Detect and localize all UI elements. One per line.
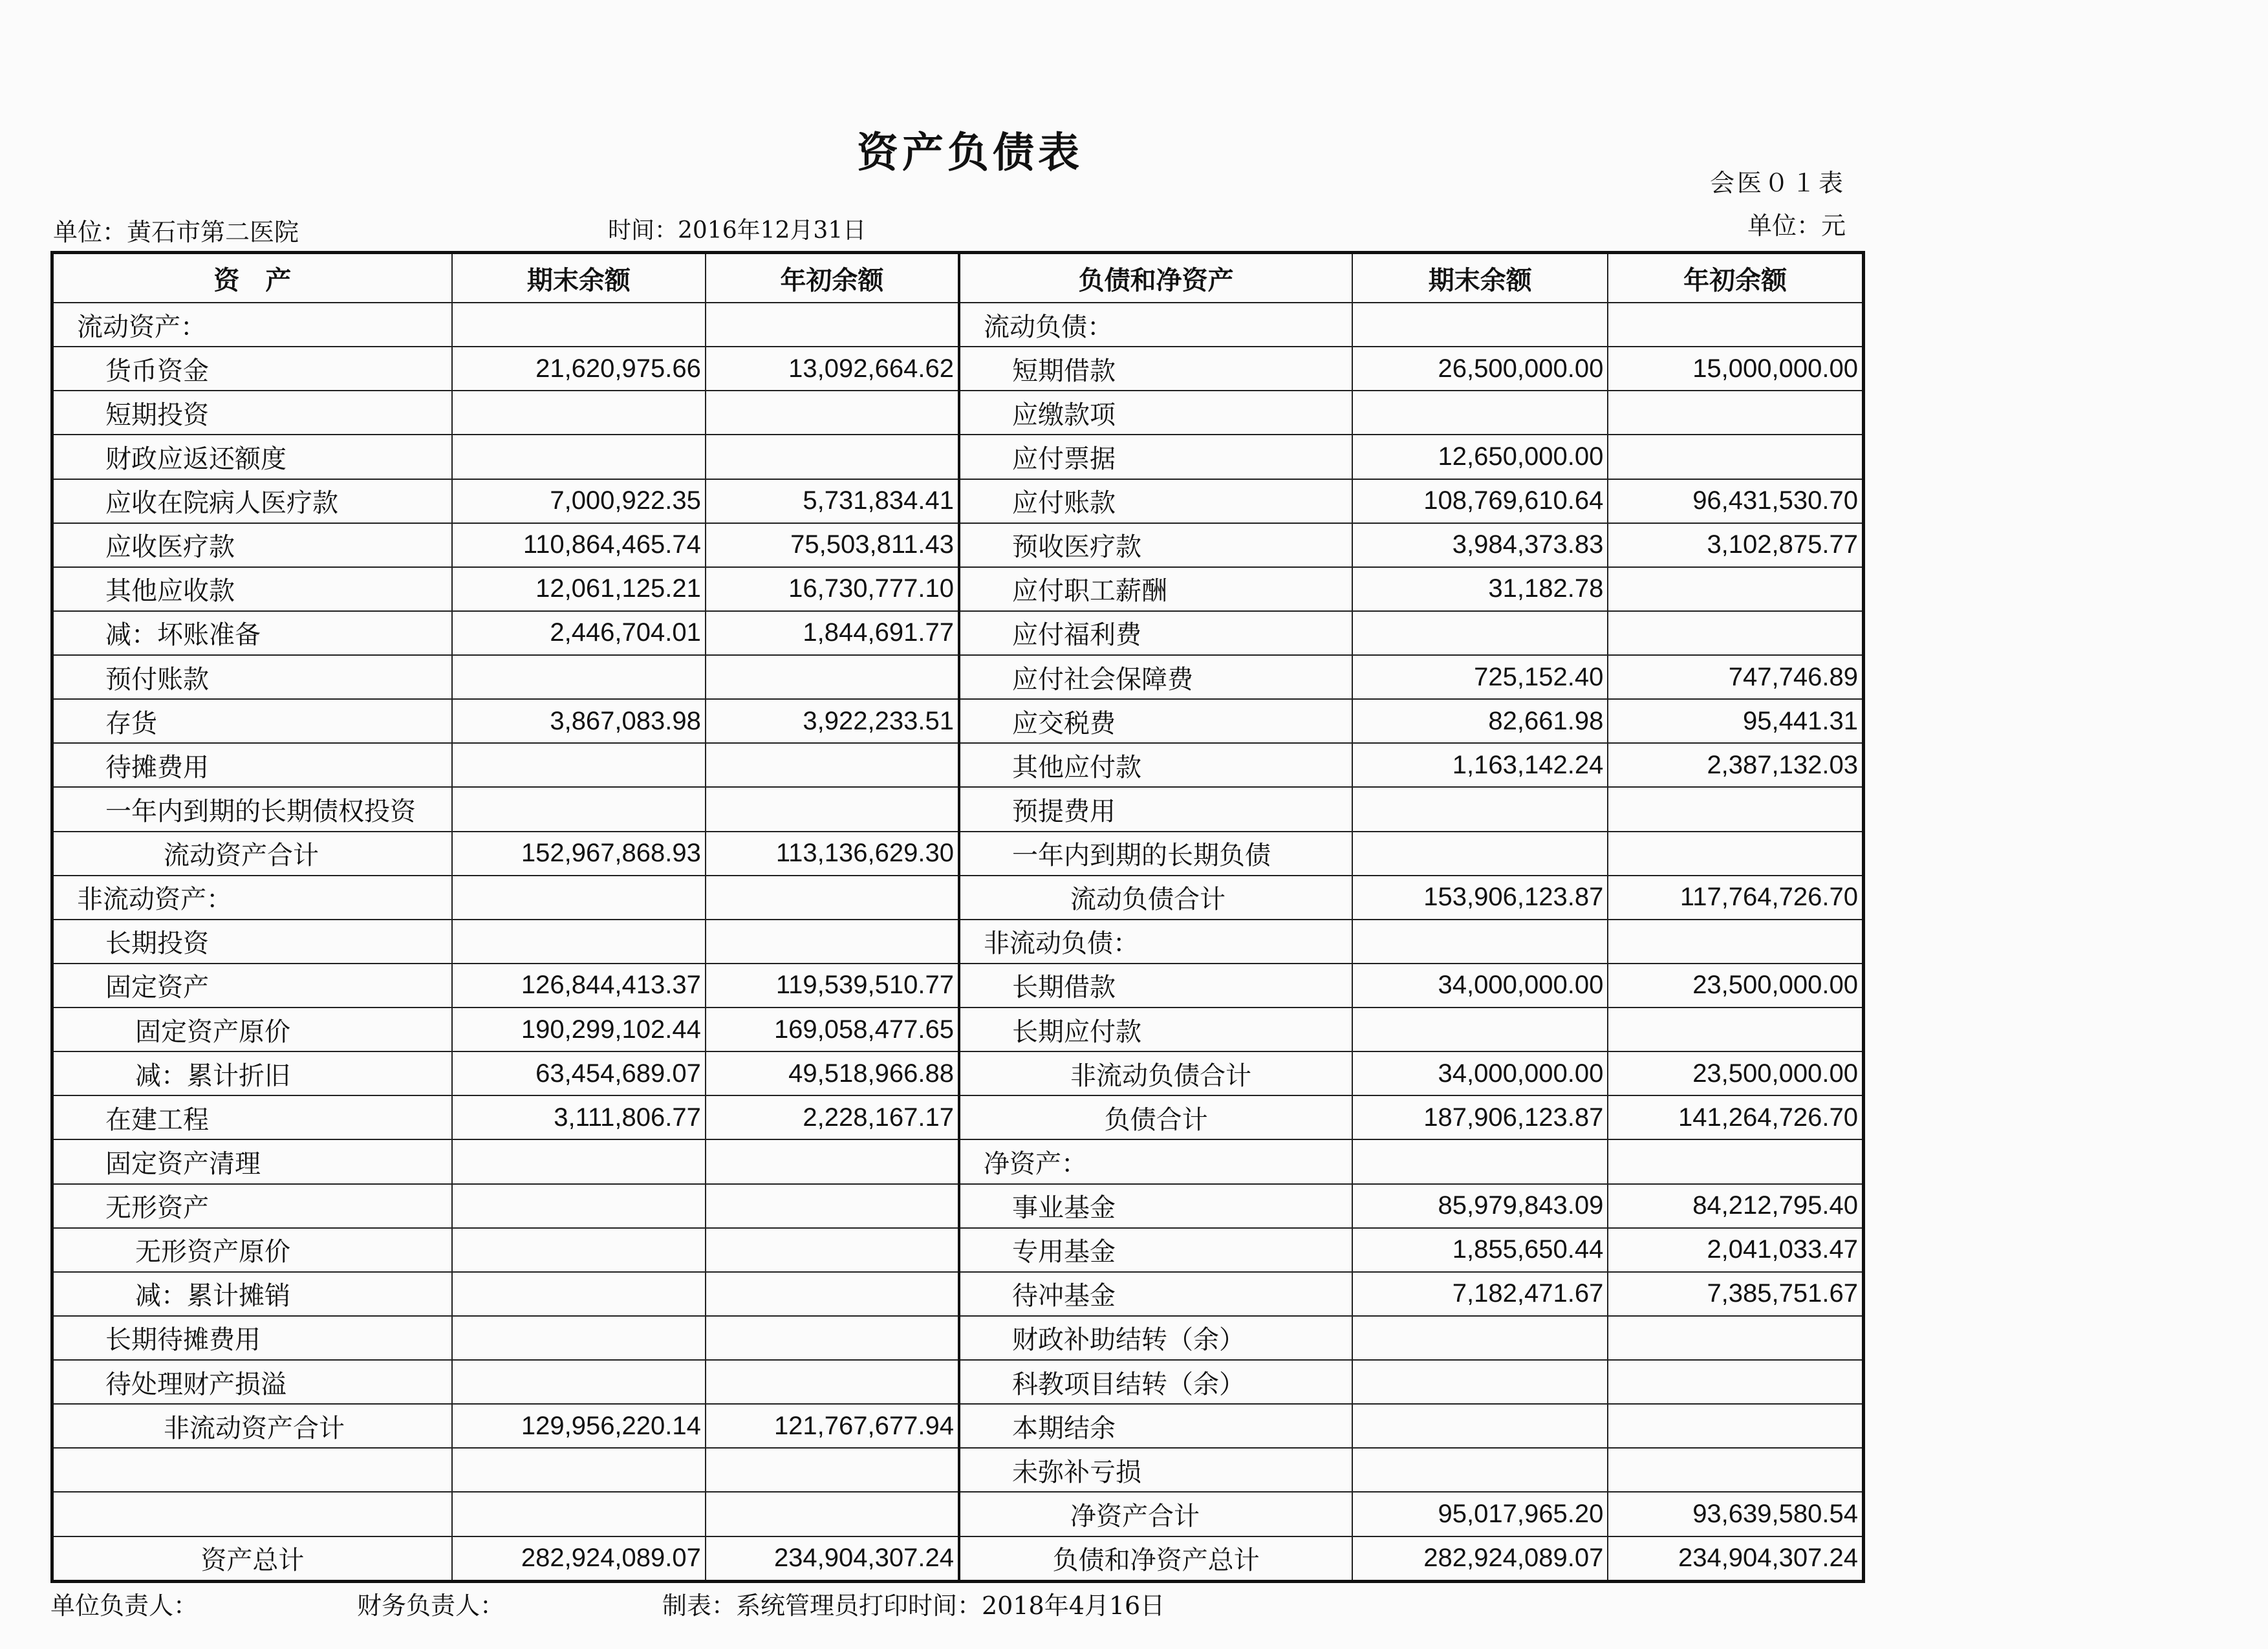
asset-label: 流动资产合计	[52, 832, 452, 876]
liability-begin-balance: 96,431,530.70	[1608, 479, 1863, 523]
report-date: 时间：2016年12月31日	[608, 217, 867, 244]
liability-end-balance	[1352, 1139, 1608, 1183]
asset-label: 固定资产	[52, 964, 452, 1008]
liability-label: 净资产：	[959, 1139, 1352, 1183]
liability-begin-balance: 15,000,000.00	[1608, 347, 1863, 391]
liability-begin-balance: 2,041,033.47	[1608, 1228, 1863, 1272]
liability-label: 负债和净资产总计	[959, 1536, 1352, 1582]
asset-label	[52, 1448, 452, 1492]
table-row	[52, 1184, 1864, 1228]
asset-begin-balance: 1,844,691.77	[706, 611, 959, 655]
liability-label: 一年内到期的长期负债	[959, 832, 1352, 876]
liability-begin-balance	[1608, 1008, 1863, 1051]
asset-begin-balance	[706, 303, 959, 347]
currency-unit: 单位：元	[1747, 211, 1846, 240]
liability-begin-balance	[1608, 1316, 1863, 1360]
asset-end-balance	[452, 655, 706, 699]
liability-begin-balance: 117,764,726.70	[1608, 876, 1863, 920]
asset-end-balance: 282,924,089.07	[452, 1536, 706, 1582]
asset-label: 固定资产原价	[52, 1008, 452, 1051]
liability-begin-balance: 2,387,132.03	[1608, 743, 1863, 787]
liability-label: 应缴款项	[959, 391, 1352, 435]
table-row	[52, 655, 1864, 699]
asset-label: 待处理财产损溢	[52, 1360, 452, 1404]
table-row	[52, 391, 1864, 435]
table-row	[52, 1272, 1864, 1316]
liability-begin-balance	[1608, 1139, 1863, 1183]
asset-begin-balance: 121,767,677.94	[706, 1404, 959, 1448]
asset-end-balance: 7,000,922.35	[452, 479, 706, 523]
asset-label	[52, 1492, 452, 1536]
liability-label: 预提费用	[959, 787, 1352, 831]
liability-begin-balance: 7,385,751.67	[1608, 1272, 1863, 1316]
liability-end-balance: 82,661.98	[1352, 699, 1608, 743]
asset-end-balance: 63,454,689.07	[452, 1051, 706, 1095]
asset-begin-balance: 5,731,834.41	[706, 479, 959, 523]
asset-begin-balance	[706, 1228, 959, 1272]
table-row	[52, 964, 1864, 1008]
document-title: 资产负债表	[857, 129, 1083, 177]
liability-label: 应交税费	[959, 699, 1352, 743]
liability-end-balance	[1352, 1448, 1608, 1492]
liability-end-balance: 12,650,000.00	[1352, 435, 1608, 479]
asset-begin-balance: 119,539,510.77	[706, 964, 959, 1008]
asset-label: 其他应收款	[52, 567, 452, 611]
asset-end-balance: 129,956,220.14	[452, 1404, 706, 1448]
liability-label: 未弥补亏损	[959, 1448, 1352, 1492]
liability-end-balance: 34,000,000.00	[1352, 964, 1608, 1008]
asset-begin-balance	[706, 1448, 959, 1492]
liability-begin-balance	[1608, 611, 1863, 655]
asset-label: 固定资产清理	[52, 1139, 452, 1183]
liability-label: 预收医疗款	[959, 523, 1352, 567]
liability-end-balance: 26,500,000.00	[1352, 347, 1608, 391]
liability-end-balance	[1352, 303, 1608, 347]
header-assets: 资 产	[52, 253, 452, 303]
asset-label: 非流动资产合计	[52, 1404, 452, 1448]
liability-label: 事业基金	[959, 1184, 1352, 1228]
liability-end-balance: 1,163,142.24	[1352, 743, 1608, 787]
liability-end-balance	[1352, 787, 1608, 831]
asset-begin-balance	[706, 876, 959, 920]
asset-end-balance	[452, 435, 706, 479]
liability-end-balance: 153,906,123.87	[1352, 876, 1608, 920]
liability-begin-balance: 93,639,580.54	[1608, 1492, 1863, 1536]
footer-unit-head: 单位负责人：	[50, 1591, 199, 1620]
table-row	[52, 523, 1864, 567]
liability-label: 流动负债合计	[959, 876, 1352, 920]
asset-label: 资产总计	[52, 1536, 452, 1582]
table-row	[52, 479, 1864, 523]
liability-label: 流动负债：	[959, 303, 1352, 347]
liability-label: 长期应付款	[959, 1008, 1352, 1051]
asset-begin-balance	[706, 1139, 959, 1183]
asset-label: 预付账款	[52, 655, 452, 699]
asset-end-balance: 3,867,083.98	[452, 699, 706, 743]
asset-label: 长期投资	[52, 920, 452, 964]
asset-end-balance	[452, 1139, 706, 1183]
asset-end-balance	[452, 1492, 706, 1536]
table-row	[52, 1139, 1864, 1183]
asset-end-balance	[452, 743, 706, 787]
asset-end-balance	[452, 920, 706, 964]
asset-end-balance: 12,061,125.21	[452, 567, 706, 611]
asset-label: 减：坏账准备	[52, 611, 452, 655]
liability-begin-balance: 747,746.89	[1608, 655, 1863, 699]
liability-begin-balance	[1608, 391, 1863, 435]
asset-begin-balance	[706, 743, 959, 787]
table-row	[52, 832, 1864, 876]
liability-end-balance	[1352, 832, 1608, 876]
liability-begin-balance	[1608, 787, 1863, 831]
header-liabilities: 负债和净资产	[959, 253, 1352, 303]
liability-label: 应付账款	[959, 479, 1352, 523]
balance-sheet-table	[50, 251, 1865, 1583]
liability-end-balance: 282,924,089.07	[1352, 1536, 1608, 1582]
liability-end-balance: 3,984,373.83	[1352, 523, 1608, 567]
table-row	[52, 1360, 1864, 1404]
table-row	[52, 1536, 1864, 1582]
liability-begin-balance: 234,904,307.24	[1608, 1536, 1863, 1582]
header-liabilities-begin-balance: 年初余额	[1608, 253, 1863, 303]
asset-end-balance: 126,844,413.37	[452, 964, 706, 1008]
asset-begin-balance	[706, 1360, 959, 1404]
asset-begin-balance	[706, 787, 959, 831]
liability-label: 待冲基金	[959, 1272, 1352, 1316]
asset-end-balance	[452, 1272, 706, 1316]
liability-label: 本期结余	[959, 1404, 1352, 1448]
asset-begin-balance	[706, 1272, 959, 1316]
table-row	[52, 611, 1864, 655]
asset-end-balance: 190,299,102.44	[452, 1008, 706, 1051]
liability-end-balance: 1,855,650.44	[1352, 1228, 1608, 1272]
table-row	[52, 1051, 1864, 1095]
liability-begin-balance	[1608, 1448, 1863, 1492]
asset-label: 财政应返还额度	[52, 435, 452, 479]
asset-label: 减：累计折旧	[52, 1051, 452, 1095]
footer-finance-head: 财务负责人：	[357, 1591, 505, 1620]
liability-end-balance: 34,000,000.00	[1352, 1051, 1608, 1095]
asset-end-balance: 110,864,465.74	[452, 523, 706, 567]
asset-begin-balance	[706, 1316, 959, 1360]
asset-begin-balance: 75,503,811.43	[706, 523, 959, 567]
liability-label: 负债合计	[959, 1095, 1352, 1139]
liability-end-balance: 31,182.78	[1352, 567, 1608, 611]
asset-end-balance	[452, 1448, 706, 1492]
asset-label: 减：累计摊销	[52, 1272, 452, 1316]
table-row	[52, 1492, 1864, 1536]
table-row	[52, 743, 1864, 787]
asset-label: 流动资产：	[52, 303, 452, 347]
asset-label: 长期待摊费用	[52, 1316, 452, 1360]
asset-end-balance	[452, 876, 706, 920]
table-row	[52, 1316, 1864, 1360]
liability-begin-balance	[1608, 1360, 1863, 1404]
liability-label: 非流动负债合计	[959, 1051, 1352, 1095]
asset-begin-balance	[706, 1184, 959, 1228]
table-row	[52, 1095, 1864, 1139]
asset-label: 无形资产原价	[52, 1228, 452, 1272]
table-row	[52, 303, 1864, 347]
reporting-unit: 单位：黄石市第二医院	[53, 218, 299, 246]
liability-label: 短期借款	[959, 347, 1352, 391]
table-row	[52, 920, 1864, 964]
asset-end-balance	[452, 303, 706, 347]
liability-label: 净资产合计	[959, 1492, 1352, 1536]
liability-label: 非流动负债：	[959, 920, 1352, 964]
liability-begin-balance: 23,500,000.00	[1608, 964, 1863, 1008]
asset-end-balance: 3,111,806.77	[452, 1095, 706, 1139]
header-assets-end-balance: 期末余额	[452, 253, 706, 303]
table-row	[52, 1448, 1864, 1492]
table-row	[52, 1404, 1864, 1448]
liability-begin-balance: 3,102,875.77	[1608, 523, 1863, 567]
asset-end-balance	[452, 1360, 706, 1404]
liability-begin-balance	[1608, 832, 1863, 876]
liability-label: 其他应付款	[959, 743, 1352, 787]
asset-end-balance	[452, 1184, 706, 1228]
table-row	[52, 435, 1864, 479]
liability-end-balance: 187,906,123.87	[1352, 1095, 1608, 1139]
table-row	[52, 876, 1864, 920]
liability-end-balance	[1352, 920, 1608, 964]
asset-label: 待摊费用	[52, 743, 452, 787]
asset-begin-balance	[706, 920, 959, 964]
form-code: 会医０１表	[1709, 169, 1846, 197]
asset-begin-balance	[706, 1492, 959, 1536]
asset-label: 存货	[52, 699, 452, 743]
liability-begin-balance	[1608, 920, 1863, 964]
asset-label: 在建工程	[52, 1095, 452, 1139]
header-liabilities-end-balance: 期末余额	[1352, 253, 1608, 303]
asset-begin-balance: 2,228,167.17	[706, 1095, 959, 1139]
asset-end-balance: 2,446,704.01	[452, 611, 706, 655]
asset-end-balance	[452, 1228, 706, 1272]
liability-begin-balance: 95,441.31	[1608, 699, 1863, 743]
header-assets-begin-balance: 年初余额	[706, 253, 959, 303]
table-row	[52, 699, 1864, 743]
liability-begin-balance: 141,264,726.70	[1608, 1095, 1863, 1139]
liability-end-balance	[1352, 391, 1608, 435]
liability-begin-balance: 23,500,000.00	[1608, 1051, 1863, 1095]
liability-begin-balance	[1608, 435, 1863, 479]
asset-label: 短期投资	[52, 391, 452, 435]
liability-begin-balance	[1608, 303, 1863, 347]
asset-end-balance	[452, 391, 706, 435]
asset-begin-balance: 234,904,307.24	[706, 1536, 959, 1582]
asset-begin-balance: 113,136,629.30	[706, 832, 959, 876]
liability-end-balance	[1352, 611, 1608, 655]
footer-preparer-print-time: 制表：系统管理员打印时间：2018年4月16日	[662, 1591, 1165, 1620]
table-row	[52, 1228, 1864, 1272]
liability-begin-balance	[1608, 1404, 1863, 1448]
asset-end-balance: 21,620,975.66	[452, 347, 706, 391]
table-row	[52, 787, 1864, 831]
liability-end-balance	[1352, 1008, 1608, 1051]
liability-end-balance: 95,017,965.20	[1352, 1492, 1608, 1536]
asset-begin-balance: 13,092,664.62	[706, 347, 959, 391]
asset-begin-balance: 49,518,966.88	[706, 1051, 959, 1095]
table-body	[52, 303, 1864, 1582]
liability-end-balance: 7,182,471.67	[1352, 1272, 1608, 1316]
liability-end-balance: 85,979,843.09	[1352, 1184, 1608, 1228]
asset-begin-balance: 3,922,233.51	[706, 699, 959, 743]
asset-label: 一年内到期的长期债权投资	[52, 787, 452, 831]
liability-label: 应付社会保障费	[959, 655, 1352, 699]
table-row	[52, 567, 1864, 611]
asset-label: 非流动资产：	[52, 876, 452, 920]
liability-label: 专用基金	[959, 1228, 1352, 1272]
liability-label: 应付票据	[959, 435, 1352, 479]
liability-begin-balance: 84,212,795.40	[1608, 1184, 1863, 1228]
liability-begin-balance	[1608, 567, 1863, 611]
asset-begin-balance: 16,730,777.10	[706, 567, 959, 611]
asset-begin-balance	[706, 655, 959, 699]
asset-begin-balance	[706, 435, 959, 479]
liability-end-balance	[1352, 1404, 1608, 1448]
table-row	[52, 1008, 1864, 1051]
liability-end-balance: 108,769,610.64	[1352, 479, 1608, 523]
table-header-row	[52, 253, 1864, 303]
asset-end-balance	[452, 1316, 706, 1360]
asset-begin-balance: 169,058,477.65	[706, 1008, 959, 1051]
asset-label: 应收在院病人医疗款	[52, 479, 452, 523]
liability-end-balance	[1352, 1316, 1608, 1360]
asset-end-balance: 152,967,868.93	[452, 832, 706, 876]
liability-label: 应付职工薪酬	[959, 567, 1352, 611]
asset-end-balance	[452, 787, 706, 831]
liability-end-balance	[1352, 1360, 1608, 1404]
asset-label: 无形资产	[52, 1184, 452, 1228]
liability-end-balance: 725,152.40	[1352, 655, 1608, 699]
liability-label: 长期借款	[959, 964, 1352, 1008]
asset-label: 货币资金	[52, 347, 452, 391]
liability-label: 应付福利费	[959, 611, 1352, 655]
asset-begin-balance	[706, 391, 959, 435]
liability-label: 财政补助结转（余）	[959, 1316, 1352, 1360]
table-row	[52, 347, 1864, 391]
asset-label: 应收医疗款	[52, 523, 452, 567]
liability-label: 科教项目结转（余）	[959, 1360, 1352, 1404]
